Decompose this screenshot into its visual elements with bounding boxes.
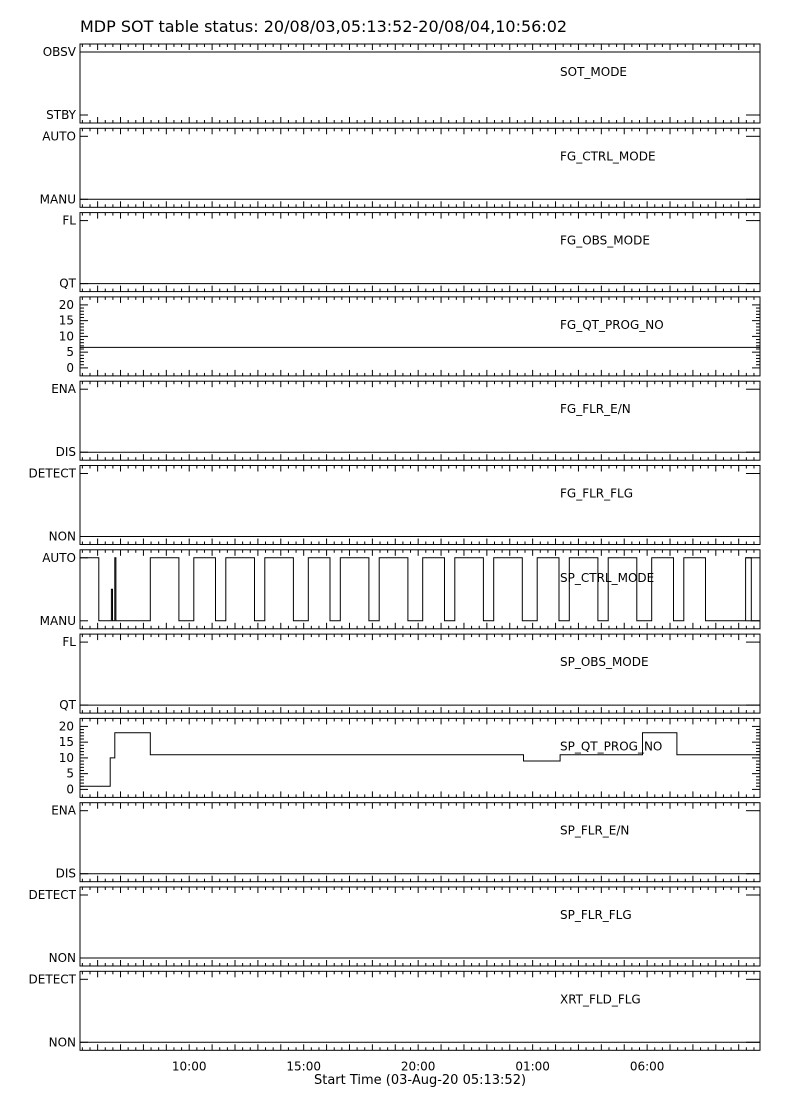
panel-frame xyxy=(80,128,760,207)
y-tick-label: 15 xyxy=(58,735,74,750)
x-tick-label: 06:00 xyxy=(629,1059,665,1074)
y-state-label: STBY xyxy=(46,108,76,122)
y-state-label: DIS xyxy=(55,445,76,460)
panel-label: SP_OBS_MODE xyxy=(560,655,649,670)
y-tick-label: 20 xyxy=(58,297,74,312)
panel-sp-ctrl-mode xyxy=(40,550,760,629)
y-tick-label: 0 xyxy=(66,360,74,375)
y-state-label: FL xyxy=(62,635,76,650)
panel-frame xyxy=(80,803,760,882)
y-state-label: MANU xyxy=(39,192,76,207)
y-state-label: NON xyxy=(48,1035,76,1050)
panel-label: SP_QT_PROG_NO xyxy=(560,739,663,754)
panel-frame xyxy=(80,887,760,966)
y-state-label: DETECT xyxy=(28,466,76,481)
y-state-label: NON xyxy=(48,951,76,965)
panel-sp-obs-mode xyxy=(59,634,760,713)
y-state-label: MANU xyxy=(39,613,76,628)
panel-sot-mode xyxy=(43,44,760,123)
x-tick-label: 01:00 xyxy=(515,1059,550,1074)
y-state-label: DIS xyxy=(55,866,76,881)
panel-fg-flr-flg xyxy=(29,466,760,545)
panel-label: SP_FLR_FLG xyxy=(560,908,632,922)
panel-label: FG_FLR_E/N xyxy=(560,402,631,417)
panel-fg-obs-mode xyxy=(59,213,760,292)
x-tick-label: 15:00 xyxy=(286,1059,321,1074)
y-state-label: QT xyxy=(59,698,76,713)
y-state-label: DETECT xyxy=(28,972,76,987)
panel-frame xyxy=(80,44,760,123)
y-tick-label: 15 xyxy=(58,313,74,328)
panel-label: SOT_MODE xyxy=(560,65,628,79)
y-state-label: NON xyxy=(48,529,76,544)
x-axis-label: Start Time (03-Aug-20 05:13:52) xyxy=(313,1073,527,1088)
panel-label: XRT_FLD_FLG xyxy=(560,992,641,1007)
panel-label: FG_OBS_MODE xyxy=(560,233,650,248)
y-tick-label: 20 xyxy=(58,719,74,734)
panel-label: FG_CTRL_MODE xyxy=(560,149,656,164)
panel-frame xyxy=(80,381,760,460)
y-state-label: ENA xyxy=(51,803,76,818)
y-tick-label: 5 xyxy=(66,766,74,781)
panel-fg-qt-prog-no xyxy=(59,297,760,376)
panel-frame xyxy=(80,213,760,292)
panels-group xyxy=(29,44,760,1050)
x-tick-label: 10:00 xyxy=(171,1059,207,1074)
y-tick-label: 10 xyxy=(58,329,74,344)
panel-fg-ctrl-mode xyxy=(40,128,760,207)
y-state-label: FL xyxy=(62,213,76,228)
panel-frame xyxy=(80,550,760,629)
panel-xrt-fld-flg xyxy=(29,971,760,1050)
panel-fg-flr-e-n xyxy=(51,381,760,460)
panel-sp-qt-prog-no xyxy=(59,718,760,797)
y-state-label: AUTO xyxy=(42,129,76,144)
panel-label: FG_QT_PROG_NO xyxy=(560,317,664,332)
x-tick-labels xyxy=(172,1059,665,1073)
panel-frame xyxy=(80,466,760,545)
y-state-label: DETECT xyxy=(28,888,76,902)
y-state-label: AUTO xyxy=(42,550,76,565)
panel-label: SP_CTRL_MODE xyxy=(560,570,655,585)
panel-label: FG_FLR_FLG xyxy=(560,486,634,501)
panel-sp-flr-flg xyxy=(29,887,760,966)
panel-frame xyxy=(80,634,760,713)
chart-title: MDP SOT table status: 20/08/03,05:13:52-20/08/04,10:56:02 xyxy=(80,17,568,36)
x-tick-label: 20:00 xyxy=(400,1059,436,1074)
series-line xyxy=(80,558,760,621)
panel-sp-flr-e-n xyxy=(51,803,760,882)
panel-frame xyxy=(80,718,760,797)
y-state-label: ENA xyxy=(51,382,76,397)
panel-frame xyxy=(80,971,760,1050)
y-state-label: QT xyxy=(59,276,76,291)
y-state-label: OBSV xyxy=(42,45,76,59)
y-tick-label: 5 xyxy=(66,345,74,360)
panel-frame xyxy=(80,297,760,376)
y-tick-label: 0 xyxy=(66,782,74,797)
y-tick-label: 10 xyxy=(58,750,74,765)
panel-label: SP_FLR_E/N xyxy=(560,823,630,838)
